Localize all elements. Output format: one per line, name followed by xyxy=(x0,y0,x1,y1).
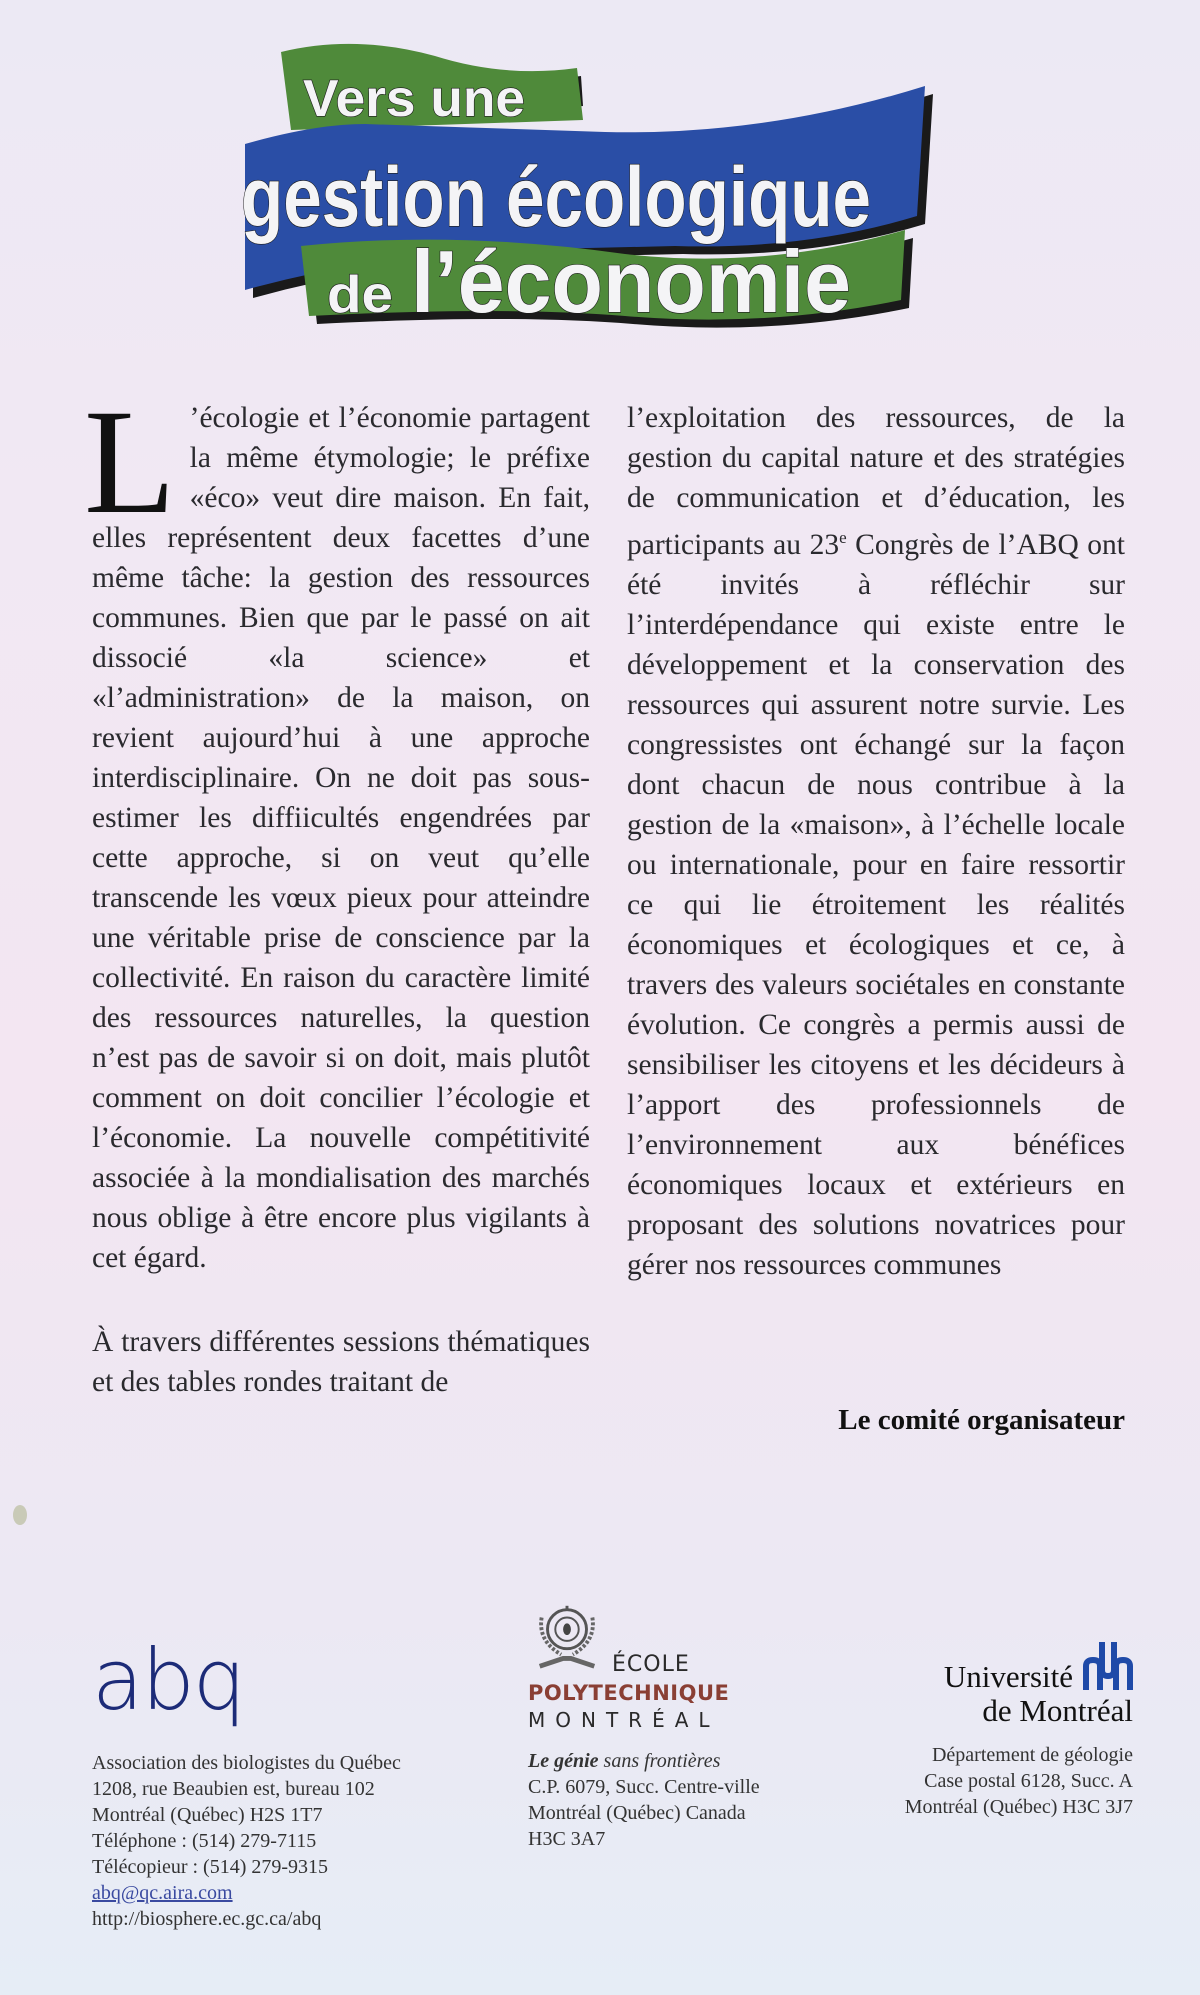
title-banner-graphic xyxy=(205,40,965,340)
article-column-right xyxy=(627,398,1125,1285)
udem-name xyxy=(944,1660,1073,1694)
abq-email-link[interactable]: abq@qc.aira.com xyxy=(92,1882,233,1904)
article-paragraph-3 xyxy=(627,398,1125,1285)
banner-line-3-prefix: de xyxy=(327,266,393,324)
udem-address-2: Montréal (Québec) H3C 3J7 xyxy=(904,1796,1133,1818)
polytechnique-address-1: C.P. 6079, Succ. Centre-ville xyxy=(528,1776,760,1798)
banner-line-1: Vers une xyxy=(303,70,525,128)
polytechnique-postal: H3C 3A7 xyxy=(528,1828,606,1850)
abq-address-1: 1208, rue Beaubien est, bureau 102 xyxy=(92,1778,375,1800)
abq-address-2: Montréal (Québec) H2S 1T7 xyxy=(92,1804,323,1826)
abq-contact-block xyxy=(92,1631,401,1932)
polytechnique-ecole: ÉCOLE xyxy=(612,1652,690,1677)
drop-cap: L xyxy=(84,379,176,545)
banner-line-3: l’économie xyxy=(411,232,851,331)
article-paragraph-2: À travers différentes sessions thématiques et des tables rondes traitant de xyxy=(92,1326,590,1398)
udem-address-1: Case postal 6128, Succ. A xyxy=(924,1770,1133,1792)
print-speck xyxy=(13,1505,27,1525)
abq-name: Association des biologistes du Québec xyxy=(92,1752,401,1774)
abq-fax: Télécopieur : (514) 279-9315 xyxy=(92,1856,329,1878)
ordinal-superscript: e xyxy=(839,528,847,547)
polytechnique-city: MONTRÉAL xyxy=(528,1708,720,1732)
tagline-rest: sans frontières xyxy=(598,1750,721,1772)
paragraph-3-text-a: l’exploitation des ressources, de la gestion du capital nature et des stratégies de communication et d’éducation, les participants au 23 xyxy=(627,402,1125,561)
title-banner xyxy=(205,40,965,340)
udem-department: Département de géologie xyxy=(931,1744,1133,1766)
banner-line-2: gestion écologique xyxy=(241,150,871,244)
abq-logo: abq xyxy=(92,1631,245,1729)
abq-website[interactable]: http://biosphere.ec.gc.ca/abq xyxy=(92,1908,322,1930)
paragraph-3-text-b: Congrès de l’ABQ ont été invités à réfléchir sur l’interdépendance qui existe entre le développement et la conservation des ressources qui assurent notre survie. Les congressistes ont échangé sur la façon dont chacun de nous contribue à la gestion de la «maison», à l’échelle locale ou internationale, pour en faire ressortir ce qui lie étroitement les réalités économiques et écologiques et ce, à travers des valeurs sociétales en constante évolution. Ce congrès a permis aussi de sensibiliser les citoyens et les décideurs à l’apport des professionnels de l’environnement aux bénéfices économiques locaux et extérieurs en proposant des solutions novatrices pour gérer nos ressources communes xyxy=(627,528,1126,1281)
signature: Le comité organisateur xyxy=(838,1404,1125,1436)
article-column-left xyxy=(84,379,590,1402)
polytechnique-tagline xyxy=(528,1748,760,1774)
abq-phone: Téléphone : (514) 279-7115 xyxy=(92,1830,317,1852)
paragraph-1-text: ’écologie et l’économie partagent la même étymologie; le préfixe «éco» veut dire maison. En fait, elles représentent deux facettes d’une même tâche: la gestion des ressources communes. Bien que par le passé on ait dissocié «la science» et «l’administration» de la maison, on revient aujourd’hui à une approche interdisciplinaire. On ne doit pas sous-estimer les diffiicultés engendrées par cette approche, si on veut qu’elle transcende les vœux pieux pour atteindre une véritable prise de conscience par la collectivité. En raison du caractère limité des ressources naturelles, la question n’est pas de savoir si on doit, mais plutôt comment on doit concilier l’écologie et l’économie. La nouvelle compétitivité associée à la mondialisation des marchés nous oblige à être encore plus vigilants à cet égard. xyxy=(92,402,590,1274)
polytechnique-seal-icon xyxy=(528,1598,606,1676)
udem-name-line-2: de Montréal xyxy=(982,1693,1133,1728)
tagline-bold: Le génie xyxy=(528,1750,599,1772)
udem-name-line-1: Université xyxy=(943,1659,1073,1694)
udem-logo-icon xyxy=(1083,1640,1133,1692)
udem-contact-block xyxy=(905,1640,1133,1820)
polytechnique-address-2: Montréal (Québec) Canada xyxy=(528,1802,746,1824)
polytechnique-name: POLYTECHNIQUE xyxy=(528,1681,730,1705)
article-paragraph-1 xyxy=(84,379,590,1278)
polytechnique-contact-block xyxy=(528,1598,760,1852)
